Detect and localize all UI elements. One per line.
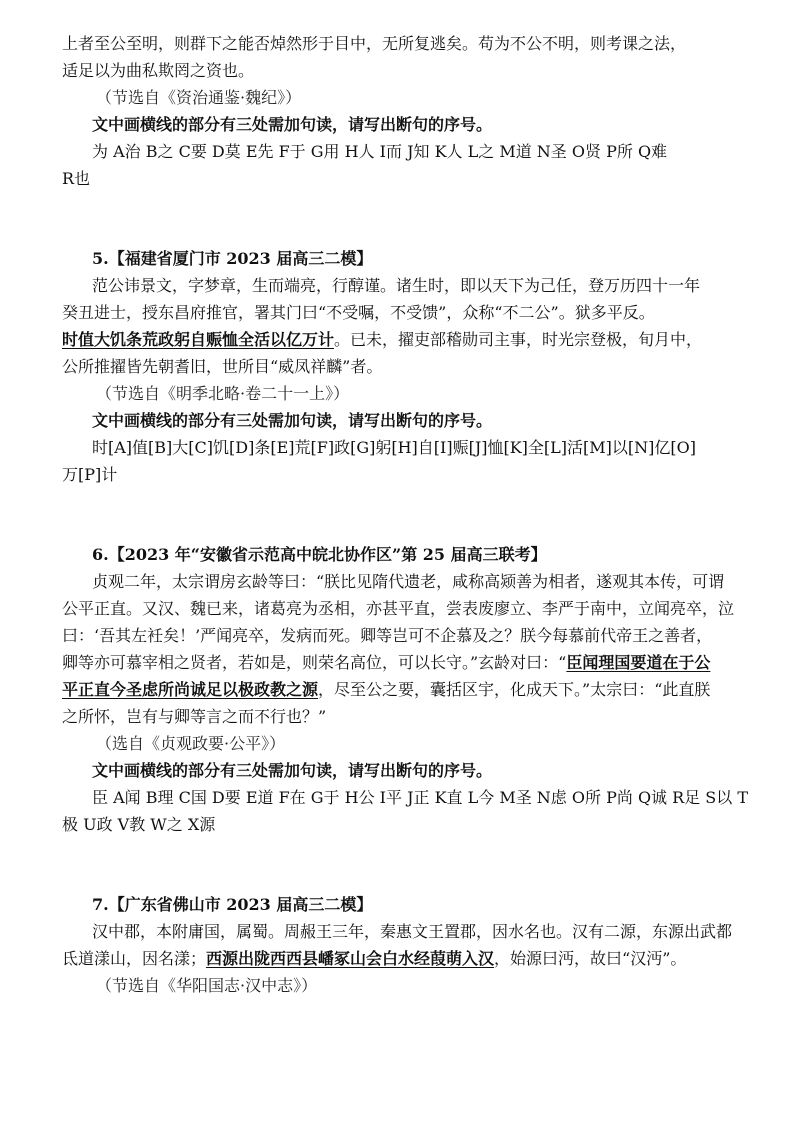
passage-text [62, 949, 686, 969]
passage-text: 曰：‘吾其左衽矣！’严闻亮卒，发病而死。卿等岂可不企慕及之？朕今每慕前代帝王之善者， [62, 626, 713, 645]
passage-text-rest: 。已未，擢吏部稽勋司主事，时光宗登极，旬月中， [334, 330, 703, 349]
answer-options: 万[P]计 [62, 465, 118, 484]
passage-text [62, 680, 710, 700]
source-citation: （节选自《资治通鉴·魏纪》） [96, 88, 302, 107]
passage-text [62, 330, 702, 350]
passage-text-pre: 卿等亦可慕宰相之贤者，若如是，则荣名高位，可以长守。”玄龄对曰：“ [62, 653, 567, 672]
passage-text: 癸丑进士，授东昌府推官，署其门曰“不受嘱，不受馈”，众称“不二公”。狱多平反。 [62, 303, 655, 322]
passage-text: 公平正直。又汉、魏已来，诸葛亮为丞相，亦甚平直，尝表废廖立、李严于南中，立闻亮卒，泣 [62, 599, 735, 618]
source-citation: （节选自《华阳国志·汉中志》） [96, 976, 318, 995]
passage-text: 上者至公至明，则群下之能否焯然形于目中，无所复逃矣。苟为不公不明，则考课之法， [62, 34, 687, 53]
passage-text [62, 653, 710, 673]
underlined-segment: 平正直今圣虑所尚诚足以极政教之源 [62, 680, 319, 699]
answer-options: R也 [62, 169, 91, 188]
question-heading: 5.【福建省厦门市 2023 届高三二模】 [92, 249, 373, 268]
passage-text-rest: ，尽至公之要，囊括区宇，化成天下。”太宗曰：“此直朕 [318, 680, 711, 699]
underlined-segment: 西源出陇西西县嶓冢山会白水经葭萌入汉 [206, 949, 495, 968]
passage-text: 之所怀，岂有与卿等言之而不行也？” [62, 707, 327, 726]
passage-text: 公所推擢皆先朝耆旧，世所目“威凤祥麟”者。 [62, 357, 383, 376]
answer-options: 时[A]值[B]大[C]饥[D]条[E]荒[F]政[G]躬[H]自[I]赈[J]恤[K]全[L]活[M]以[N]亿[O] [92, 438, 696, 457]
answer-options: 极 U政 V教 W之 X源 [62, 815, 216, 834]
passage-text: 汉中郡，本附庸国，属蜀。周赧王三年，秦惠文王置郡，因水名也。汉有二源，东源出武都 [92, 922, 733, 941]
passage-text: 范公讳景文，字梦章，生而端亮，行醇谨。诸生时，即以天下为己任，登万历四十一年 [92, 276, 701, 295]
answer-options: 为 A治 B之 C要 D莫 E先 F于 G用 H人 I而 J知 K人 L之 M道 N圣 O贤 P所 Q难 [92, 142, 668, 161]
answer-options: 臣 A闻 B理 C国 D要 E道 F在 G于 H公 I平 J正 K直 L今 M圣 N虑 O所 P尚 Q诚 R足 S以 T [92, 788, 748, 807]
passage-text-pre: 氐道漾山，因名漾； [62, 949, 207, 968]
question-prompt: 文中画横线的部分有三处需加句读，请写出断句的序号。 [92, 115, 493, 134]
passage-text: 适足以为曲私欺罔之资也。 [62, 61, 255, 80]
source-citation: （选自《贞观政要·公平》） [96, 734, 286, 753]
source-citation: （节选自《明季北略·卷二十一上》） [96, 384, 350, 403]
underlined-segment: 时值大饥条荒政躬自赈恤全活以亿万计 [62, 330, 335, 349]
question-prompt: 文中画横线的部分有三处需加句读，请写出断句的序号。 [92, 411, 493, 430]
passage-text-rest: ，始源曰沔，故曰“汉沔”。 [494, 949, 687, 968]
question-heading: 7.【广东省佛山市 2023 届高三二模】 [92, 895, 373, 914]
question-heading: 6.【2023 年“安徽省示范高中皖北协作区”第 25 届高三联考】 [92, 545, 547, 564]
underlined-segment: 臣闻理国要道在于公 [566, 653, 711, 672]
question-prompt: 文中画横线的部分有三处需加句读，请写出断句的序号。 [92, 761, 493, 780]
passage-text: 贞观二年，太宗谓房玄龄等曰：“朕比见隋代遗老，咸称高颎善为相者，遂观其本传，可谓 [92, 572, 725, 591]
